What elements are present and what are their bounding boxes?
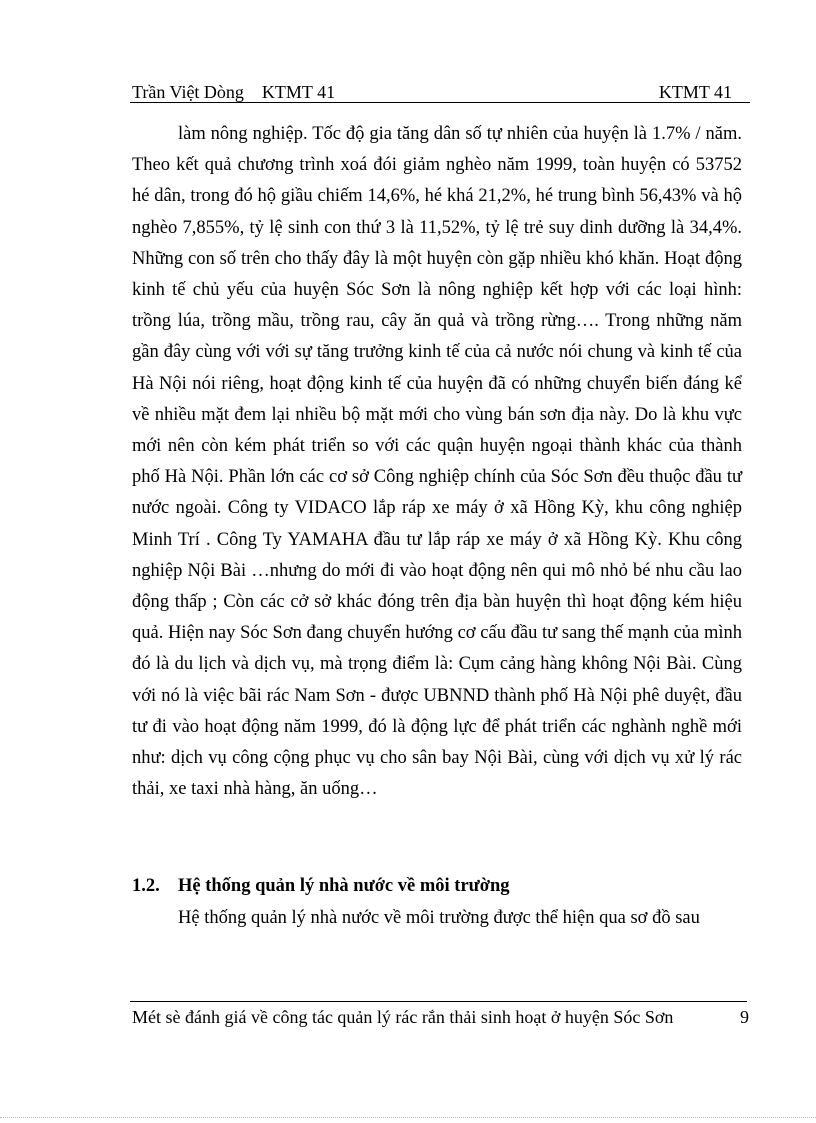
footer-title: Mét sè đánh giá về công tác quản lý rác rắn thải sinh hoạt ở huyện Sóc Sơn: [132, 1007, 674, 1027]
page-header: [130, 82, 750, 103]
section-title: Hệ thống quản lý nhà nước về môi trường: [178, 876, 510, 896]
header-class: KTMT 41: [658, 82, 732, 102]
page-footer: [130, 1001, 749, 1027]
section-intro: Hệ thống quản lý nhà nước về môi trường được thể hiện qua sơ đồ sau: [178, 908, 700, 928]
page-number: 9: [740, 1007, 749, 1027]
header-author: Trần Việt Dòng KTMT 41: [132, 82, 336, 102]
section-heading: [132, 873, 742, 899]
section-number: 1.2.: [132, 876, 160, 896]
body-text: [132, 119, 742, 805]
body-paragraph: làm nông nghiệp. Tốc độ gia tăng dân số tự nhiên của huyện là 1.7% / năm. Theo kết quả chương trình xoá đói giảm nghèo năm 1999, toàn huyện có 53752 hé dân, trong đó hộ giầu chiếm 14,6%, hé khá 21,2%, hé trung bình 56,43% và hộ nghèo 7,855%, tỷ lệ sinh con thứ 3 là 11,52%, tỷ lệ trẻ suy dinh dưỡng là 34,4%. Những con số trên cho thấy đây là một huyện còn gặp nhiều khó khăn. Hoạt động kinh tế chủ yếu của huyện Sóc Sơn là nông nghiệp kết hợp với các loại hình: trồng lúa, trồng mầu, trồng rau, cây ăn quả và trồng rừng…. Trong những năm gần đây cùng với với sự tăng trưởng kinh tế của cả nước nói chung và kinh tế của Hà Nội nói riêng, hoạt động kinh tế của huyện đã có những chuyển biến đáng kể về nhiều mặt đem lại nhiều bộ mặt mới cho vùng bán sơn địa này. Do là khu vực mới nên còn kém phát triển so với các quận huyện ngoại thành khác của thành phố Hà Nội. Phần lớn các cơ sở Công nghiệp chính của Sóc Sơn đều thuộc đầu tư nước ngoài. Công ty VIDACO lắp ráp xe máy ở xã Hồng Kỳ, khu công nghiệp Minh Trí . Công Ty YAMAHA đầu tư lắp ráp xe máy ở xã Hồng Kỳ. Khu công nghiệp Nội Bài …nhưng do mới đi vào hoạt động nên qui mô nhỏ bé nhu cầu lao động thấp ; Còn các cở sở khác đóng trên địa bàn huyện thì hoạt động kém hiệu quả. Hiện nay Sóc Sơn đang chuyển hướng cơ cấu đầu tư sang thế mạnh của mình đó là du lịch và dịch vụ, mà trọng điểm là: Cụm cảng hàng không Nội Bài. Cùng với nó là việc bãi rác Nam Sơn - được UBNND thành phố Hà Nội phê duyệt, đầu tư đi vào hoạt động năm 1999, đó là động lực để phát triển các nghành nghề mới như: dịch vụ công cộng phục vụ cho sân bay Nội Bài, cùng với dịch vụ xử lý rác thải, xe taxi nhà hàng, ăn uống…: [132, 124, 742, 800]
page-edge-divider: [0, 1117, 816, 1118]
